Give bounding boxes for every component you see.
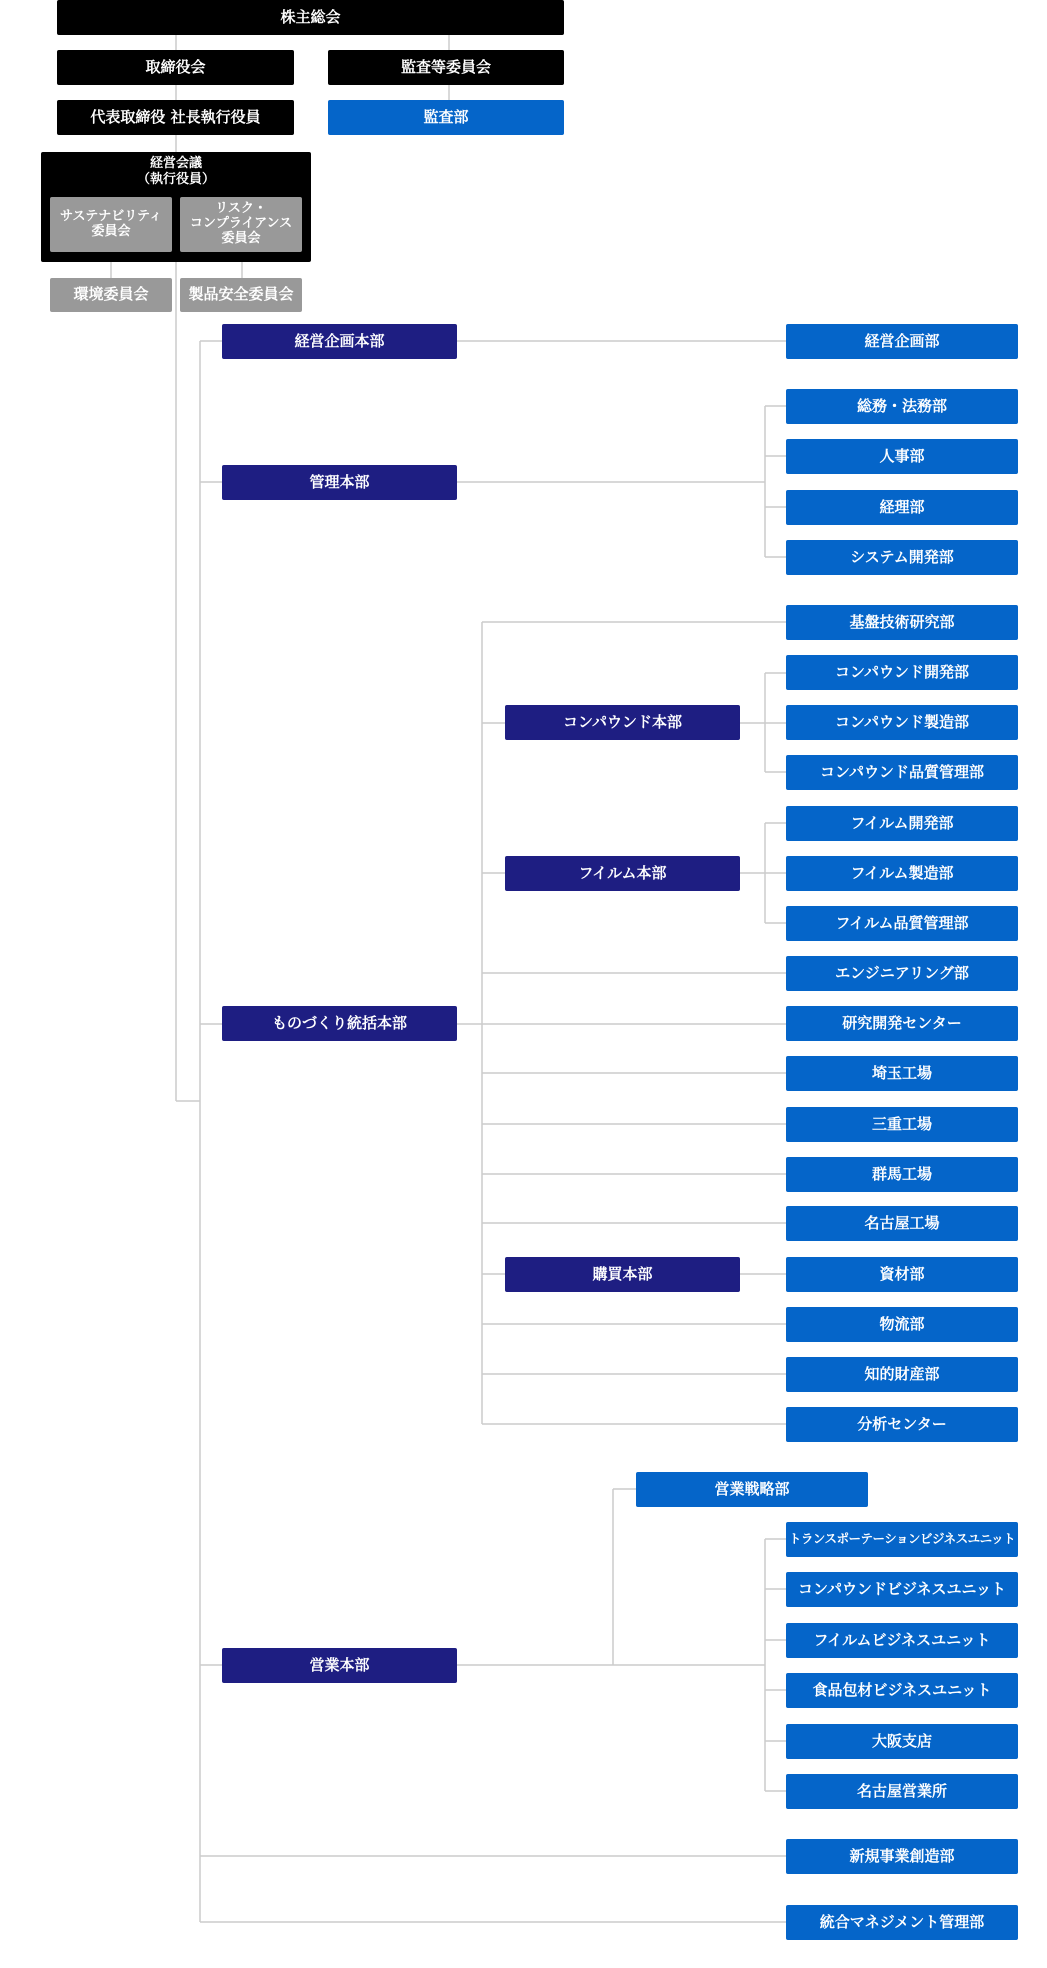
dept-intellectual-property: 知的財産部 bbox=[786, 1357, 1018, 1392]
dept-rd-center: 研究開発センター bbox=[786, 1006, 1018, 1041]
audit-committee-box: 監査等委員会 bbox=[328, 50, 564, 85]
administration-division-box: 管理本部 bbox=[222, 465, 457, 500]
osaka-branch: 大阪支店 bbox=[786, 1724, 1018, 1759]
dept-compound-development: コンパウンド開発部 bbox=[786, 655, 1018, 690]
shareholders-meeting-box: 株主総会 bbox=[57, 0, 564, 35]
unit-compound-business: コンパウンドビジネスユニット bbox=[786, 1572, 1018, 1607]
dept-accounting: 経理部 bbox=[786, 490, 1018, 525]
product-safety-committee-box: 製品安全委員会 bbox=[180, 278, 302, 312]
unit-film-business: フイルムビジネスユニット bbox=[786, 1623, 1018, 1658]
dept-materials: 資材部 bbox=[786, 1257, 1018, 1292]
compound-division-box: コンパウンド本部 bbox=[505, 705, 740, 740]
sales-division-box: 営業本部 bbox=[222, 1648, 457, 1683]
dept-engineering: エンジニアリング部 bbox=[786, 956, 1018, 991]
unit-food-packaging: 食品包材ビジネスユニット bbox=[786, 1673, 1018, 1708]
president-box: 代表取締役 社長執行役員 bbox=[57, 100, 294, 135]
dept-film-development: フイルム開発部 bbox=[786, 806, 1018, 841]
dept-gunma-plant: 群馬工場 bbox=[786, 1157, 1018, 1192]
environment-committee-box: 環境委員会 bbox=[50, 278, 172, 312]
dept-integrated-management: 統合マネジメント管理部 bbox=[786, 1905, 1018, 1940]
dept-system-development: システム開発部 bbox=[786, 540, 1018, 575]
dept-compound-quality: コンパウンド品質管理部 bbox=[786, 755, 1018, 790]
board-of-directors-box: 取締役会 bbox=[57, 50, 294, 85]
audit-dept-box: 監査部 bbox=[328, 100, 564, 135]
dept-film-quality: フイルム品質管理部 bbox=[786, 906, 1018, 941]
dept-new-business: 新規事業創造部 bbox=[786, 1839, 1018, 1874]
dept-general-legal: 総務・法務部 bbox=[786, 389, 1018, 424]
monozukuri-division-box: ものづくり統括本部 bbox=[222, 1006, 457, 1041]
management-meeting-title: 経営会議 （執行役員） bbox=[136, 156, 215, 188]
dept-compound-manufacturing: コンパウンド製造部 bbox=[786, 705, 1018, 740]
dept-nagoya-plant: 名古屋工場 bbox=[786, 1206, 1018, 1241]
corporate-planning-division-box: 経営企画本部 bbox=[222, 324, 457, 359]
dept-saitama-plant: 埼玉工場 bbox=[786, 1056, 1018, 1091]
management-meeting-box bbox=[41, 152, 311, 262]
dept-analysis-center: 分析センター bbox=[786, 1407, 1018, 1442]
purchasing-division-box: 購買本部 bbox=[505, 1257, 740, 1292]
dept-hr: 人事部 bbox=[786, 439, 1018, 474]
dept-logistics: 物流部 bbox=[786, 1307, 1018, 1342]
dept-film-manufacturing: フイルム製造部 bbox=[786, 856, 1018, 891]
dept-mie-plant: 三重工場 bbox=[786, 1107, 1018, 1142]
nagoya-sales-office: 名古屋営業所 bbox=[786, 1774, 1018, 1809]
sustainability-committee-box: サステナビリティ 委員会 bbox=[50, 197, 172, 252]
risk-compliance-committee-box: リスク・ コンプライアンス 委員会 bbox=[180, 197, 302, 252]
film-division-box: フイルム本部 bbox=[505, 856, 740, 891]
dept-sales-strategy: 営業戦略部 bbox=[636, 1472, 868, 1507]
unit-transportation: トランスポーテーションビジネスユニット bbox=[786, 1522, 1018, 1557]
dept-basic-research: 基盤技術研究部 bbox=[786, 605, 1018, 640]
dept-corporate-planning: 経営企画部 bbox=[786, 324, 1018, 359]
